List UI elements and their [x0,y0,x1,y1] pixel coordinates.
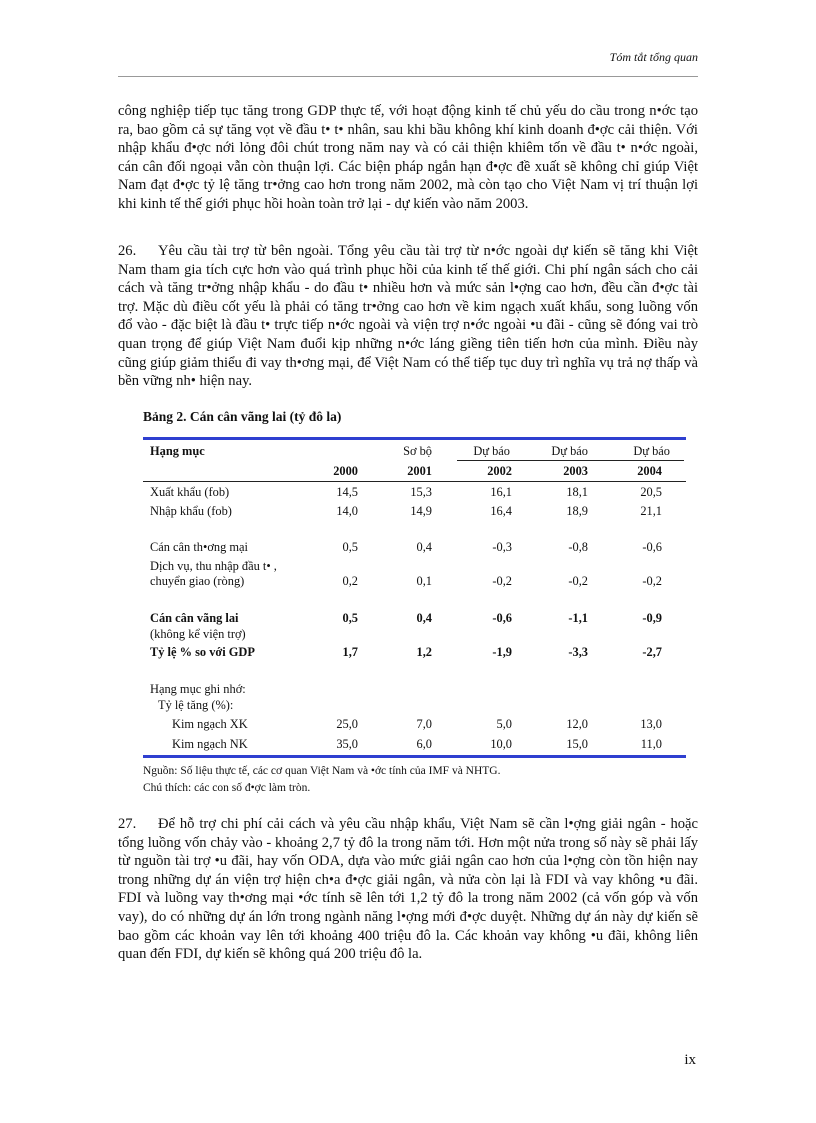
table-cell: 0,2 [342,574,358,588]
row-label: Kim ngạch NK [172,737,248,751]
table-preheader-2004: Dự báo [633,444,670,458]
row-label: Dịch vụ, thu nhập đầu t• , [150,559,277,573]
table-year-2003: 2003 [563,464,588,478]
table-cell: 10,0 [490,737,512,751]
table-preheader-2002: Dự báo [473,444,510,458]
row-label: Xuất khẩu (fob) [150,485,230,499]
running-header: Tóm tắt tổng quan [609,50,698,64]
header-rule [118,76,698,77]
table-header-rule [143,481,686,482]
table-cell: 11,0 [640,737,662,751]
table-year-2000: 2000 [333,464,358,478]
paragraph-number: 27. [118,816,137,832]
table-preheader-2003: Dự báo [551,444,588,458]
table-cell: -1,9 [492,645,512,659]
table-cell: -0,2 [492,574,512,588]
row-label-line2: chuyển giao (ròng) [150,574,245,588]
table-cell: -3,3 [568,645,588,659]
paragraph-26 [118,242,698,391]
table-cell: 13,0 [640,717,662,731]
row-label: Tỷ lệ % so với GDP [150,645,255,659]
row-label: Cán cân th•ơng mại [150,540,248,554]
paragraph-number: 26. [118,243,137,259]
table-preheader-2001: Sơ bộ [403,444,432,458]
table-note: Chú thích: các con số đ•ợc làm tròn. [143,782,311,794]
table-cell: 0,5 [342,611,358,625]
table-cell: -0,2 [568,574,588,588]
table-year-2002: 2002 [487,464,512,478]
table-year-2004: 2004 [637,464,662,478]
table-cell: -0,8 [568,540,588,554]
paragraph-text: Để hỗ trợ chi phí cải cách và yêu cầu nhập khẩu, Việt Nam sẽ cần l•ợng giải ngân - hoặc tổng luồng vốn chảy vào - khoảng 2,7 tỷ đô la trong năm tới. Hơn một nửa trong số này sẽ phải lấy từ nguồn tài trợ •u đãi, hay vốn ODA, dựa vào mức giải ngân cao hơn của l•ợng còn tồn hiện nay trong những dự án viện trợ hiện ch•a đ•ợc giải ngân, và nửa còn lại là FDI và vay không •u đãi. FDI và luồng vay th•ơng mại •ớc tính sẽ lên tới 1,2 tỷ đô la trong năm 2002 (cả vốn góp và vốn vay), do có những dự án lớn trong ngành năng l•ợng mới đ•ợc duyệt. Những dự án này dự kiến sẽ bao gồm các khoản vay lên tới khoảng 400 triệu đô la. Các khoản vay không •u đãi, không liên quan đến FDI, dự kiến sẽ không quá 200 triệu đô la. [118,816,698,963]
page-number: ix [684,1052,696,1068]
table-top-rule [143,437,686,440]
table-cell: -0,2 [642,574,662,588]
table-year-2001: 2001 [407,464,432,478]
table-cell: 18,1 [566,485,588,499]
table-cell: 0,5 [342,540,358,554]
row-label: Nhập khẩu (fob) [150,504,232,518]
table-cell: -2,7 [642,645,662,659]
table-cell: 18,9 [566,504,588,518]
table-cell: 21,1 [640,504,662,518]
forecast-underline [457,460,684,461]
table-cell: 14,0 [336,504,358,518]
table-cell: -0,6 [492,611,512,625]
table-cell: 16,4 [490,504,512,518]
row-label: Tỷ lệ tăng (%): [158,698,234,712]
row-label-line2: (không kể viện trợ) [150,627,246,641]
row-label: Cán cân vãng lai [150,611,239,625]
paragraph-continued: công nghiệp tiếp tục tăng trong GDP thực tế, với hoạt động kinh tế chủ yếu do cầu trong n•ớc tạo ra, bao gồm cả sự tăng vọt về đầu t• t• nhân, sau khi bầu không khí kinh doanh đ•ợc cải thiện. Với nhập khẩu đ•ợc nới lỏng đôi chút trong năm nay và có cải thiện khiêm tốn về đầu t• n•ớc ngoài, cán cân đối ngoại vẫn còn thuận lợi. Các biện pháp ngắn hạn đ•ợc đề xuất sẽ không chỉ giúp Việt Nam đạt đ•ợc tỷ lệ tăng tr•ởng cao hơn trong năm 2002, mà còn tạo cho Việt Nam vị trí thuận lợi khi kinh tế thế giới phục hồi hoàn toàn trở lại - dự kiến vào năm 2003. [118,103,698,212]
table-cell: 6,0 [416,737,432,751]
table-cell: 0,4 [416,540,432,554]
table-cell: 12,0 [566,717,588,731]
table-source: Nguồn: Số liệu thực tế, các cơ quan Việt Nam và •ớc tính của IMF và NHTG. [143,765,501,777]
table-cell: 15,0 [566,737,588,751]
paragraph-27 [118,815,698,964]
table-title: Bảng 2. Cán cân vãng lai (tỷ đô la) [143,409,342,424]
table-cell: 0,4 [416,611,432,625]
table-cell: 1,2 [416,645,432,659]
table-cell: 7,0 [416,717,432,731]
table-cell: -0,3 [492,540,512,554]
table-cell: -1,1 [568,611,588,625]
table-cell: 20,5 [640,485,662,499]
table-cell: 14,9 [410,504,432,518]
table-cell: 16,1 [490,485,512,499]
table-cell: 1,7 [342,645,358,659]
table-cell: 0,1 [416,574,432,588]
paragraph-text: Yêu cầu tài trợ từ bên ngoài. Tổng yêu cầu tài trợ từ n•ớc ngoài dự kiến sẽ tăng khi Việt Nam tham gia tích cực hơn vào quá trình phục hồi của kinh tế thế giới. Chi phí ngân sách cho cải cách và tăng tr•ởng nhập khẩu - do đầu t• nhiều hơn và mức sản l•ợng cao hơn, đều cần đ•ợc tài trợ. Mặc dù điều cốt yếu là phải có tăng tr•ởng cao hơn về kim ngạch xuất khẩu, song luồng vốn đổ vào - đặc biệt là đầu t• trực tiếp n•ớc ngoài và viện trợ n•ớc ngoài •u đãi - cũng sẽ đóng vai trò quan trọng để giúp Việt Nam đuổi kịp những n•ớc láng giềng tiên tiến hơn của mình. Điều này cũng giúp giảm thiểu đi vay th•ơng mại, để Việt Nam có thể tiếp tục duy trì nghĩa vụ trả nợ thấp và bền vững nh• hiện nay. [118,243,698,390]
table-header-label: Hạng mục [150,444,205,458]
row-label: Kim ngạch XK [172,717,248,731]
table-cell: 25,0 [336,717,358,731]
table-cell: 14,5 [336,485,358,499]
table-cell: 5,0 [496,717,512,731]
table-cell: 15,3 [410,485,432,499]
table-cell: -0,9 [642,611,662,625]
row-label: Hạng mục ghi nhớ: [150,682,246,696]
table-cell: -0,6 [642,540,662,554]
table-cell: 35,0 [336,737,358,751]
table-bottom-rule [143,755,686,758]
